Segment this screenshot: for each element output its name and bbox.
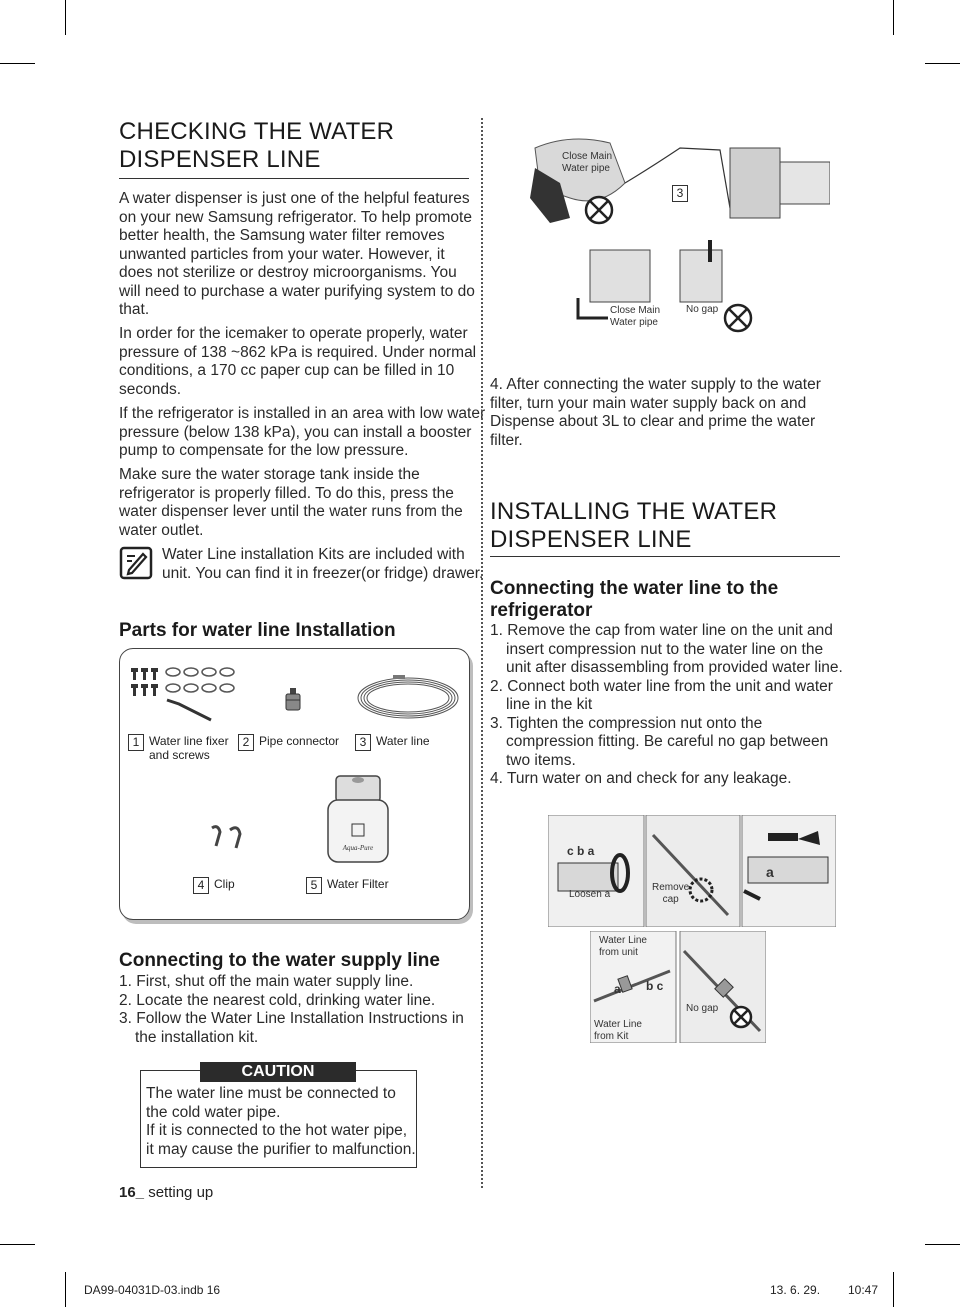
water-line-coil-icon [355,674,461,722]
list-item: 3. Tighten the compression nut onto the compression fitting. Be careful no gap between two items. [490,714,829,769]
clip-icon [208,824,248,852]
section-rule [119,178,469,179]
refrigerator-steps [490,622,843,789]
crop-mark [925,1244,960,1245]
fig3-from-kit: Water Line from Kit [594,1019,642,1042]
fig3-a: a [614,982,621,996]
crop-mark [893,0,894,35]
caution-label: CAUTION [200,1062,356,1082]
list-item: 1. Remove the cap from water line on the unit and insert compression nut to the water line on the unit after disassembling from provided water line. [490,622,843,676]
fig2-loosen: Loosen a [569,889,611,900]
section-title-checking: CHECKING THE WATER DISPENSER LINE [119,118,395,173]
crop-mark [893,1272,894,1307]
booster-paragraph: If the refrigerator is installed in an area with low water pressure (below 138 kPa), you can install a booster pump to compensate for the low pressure. [119,405,486,459]
fig3-from-unit: Water Line from unit [599,935,647,958]
crop-mark [0,63,35,64]
list-item: 2. Locate the nearest cold, drinking water line. [119,991,436,1009]
fig1-no-gap: No gap [686,304,719,315]
crop-mark [0,1244,35,1245]
fig3-no-gap: No gap [686,1003,719,1014]
supply-title: Connecting to the water supply line [119,950,440,971]
step4-paragraph: 4. After connecting the water supply to the water filter, turn your main water supply back on and Dispense about 3L to clear and prime the water filter. [490,376,821,449]
footer-date: 13. 6. 29. [770,1283,821,1297]
pressure-paragraph: In order for the icemaker to operate properly, water pressure of 138 ~862 kPa is required. Under normal conditions, a 170 cc paper cup can be filled in 10 seconds. [119,325,477,398]
crop-mark [925,63,960,64]
list-item: 4. Turn water on and check for any leakage. [490,770,792,787]
fig1-close-main-bottom: Close Main Water pipe [610,305,661,328]
parts-title: Parts for water line Installation [119,620,396,641]
pipe-connector-icon [283,688,303,712]
fig2-cba: c b a [567,844,595,858]
svg-text:Aqua-Pure: Aqua-Pure [342,844,374,852]
remove-cap-figure [548,815,836,927]
footer-time: 10:47 [848,1283,879,1297]
crop-mark [65,0,66,35]
supply-steps [119,973,464,1047]
section-title-installing: INSTALLING THE WATER DISPENSER LINE [490,498,778,553]
list-item: 3. Follow the Water Line Installation Instructions in the installation kit. [119,1010,464,1046]
page-label: 16_ setting up [119,1184,214,1201]
crop-mark [65,1272,66,1307]
section-rule [490,556,840,557]
column-divider [481,118,483,1188]
fig1-close-main-top: Close Main Water pipe [562,151,613,174]
caution-text: The water line must be connected to the cold water pipe. If it is connected to the hot water pipe, it may cause the purifier to malfunction. [146,1085,416,1158]
list-item: 1. First, shut off the main water supply line. [119,973,414,990]
fig2-remove-cap: Remove cap [652,882,690,905]
footer-file: DA99-04031D-03.indb 16 [84,1283,221,1297]
screws-fixers-icon [127,664,251,724]
water-filter-icon [318,772,398,868]
tank-paragraph: Make sure the water storage tank inside the refrigerator is properly filled. To do this, press the water dispenser lever until the water runs from the water outlet. [119,466,463,539]
refrigerator-subtitle: Connecting the water line to the refrigerator [490,578,779,621]
note-text: Water Line installation Kits are included with unit. You can find it in freezer(or fridge) drawer. [162,546,484,582]
fig3-bc: b c [646,979,664,993]
intro-paragraph: A water dispenser is just one of the helpful features on your new Samsung refrigerator. To help promote better health, the Samsung water filter removes unwanted particles from your water. However, it does not sterilize or destroy microorganisms. You will need to purchase a water purifying system to do that. [119,190,475,318]
fig2-a: a [766,864,774,880]
note-icon [119,546,153,580]
list-item: 2. Connect both water line from the unit and water line in the kit [490,677,833,713]
